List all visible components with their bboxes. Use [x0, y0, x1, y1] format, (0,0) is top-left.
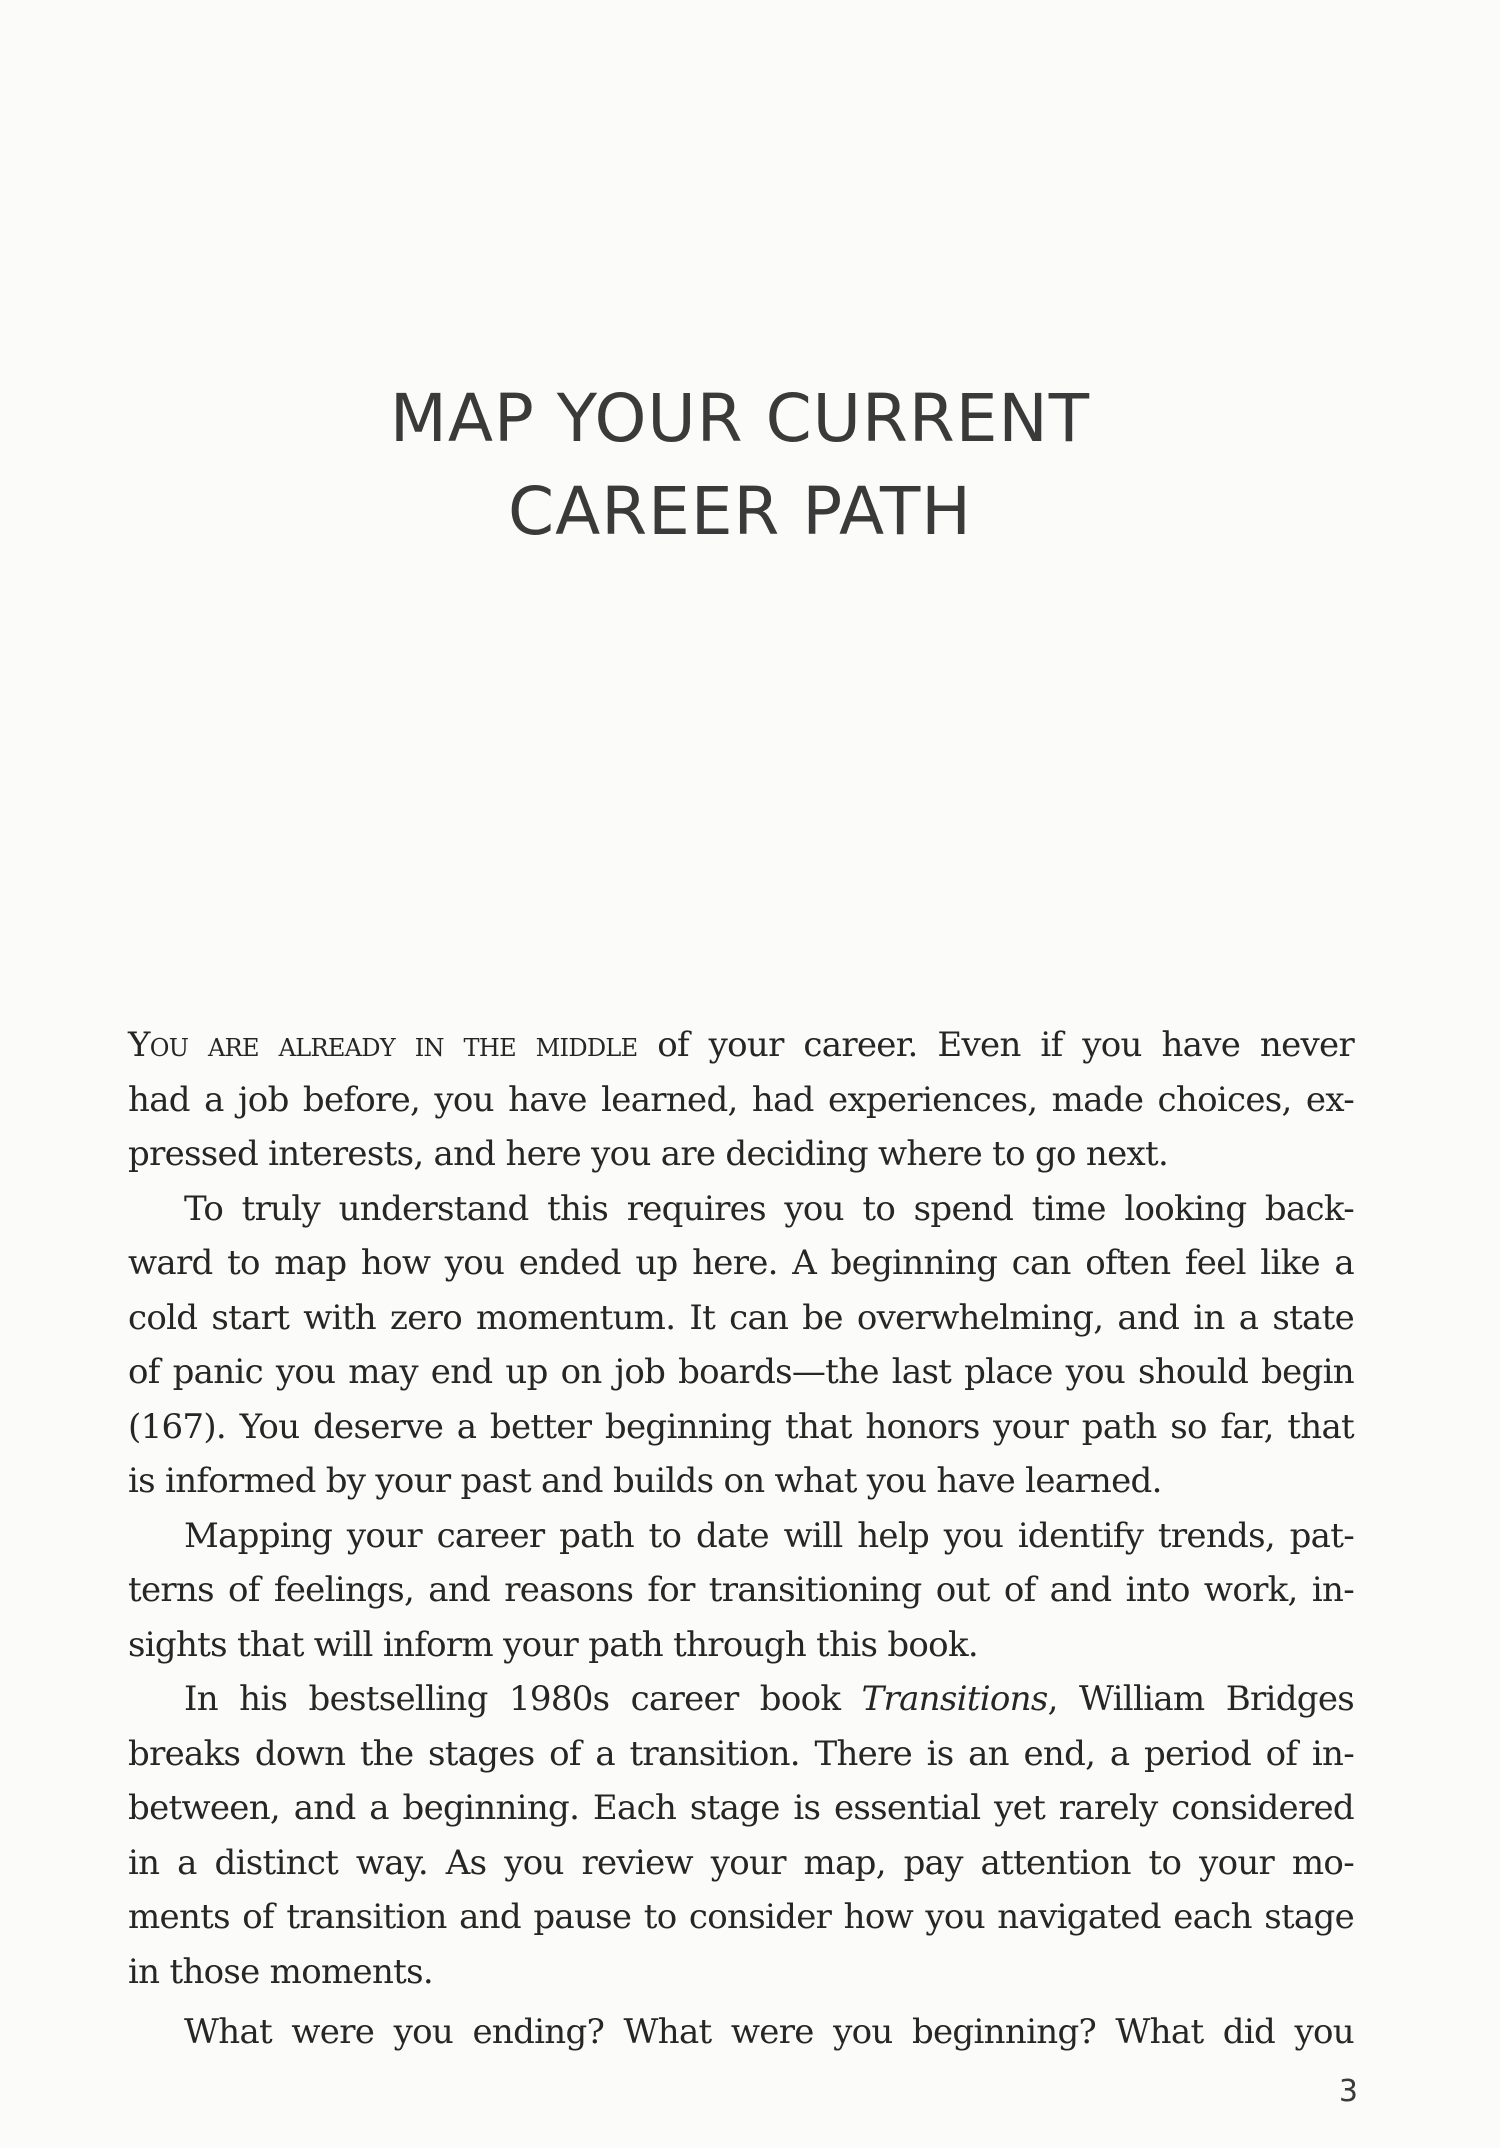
opening-small-caps: You are already in the middle: [128, 1025, 638, 1065]
text-line: of panic you may end up on job boards—the last place you should begin: [128, 1352, 1354, 1392]
text-line: sights that will inform your path through this book.: [128, 1624, 978, 1665]
book-title-italic: Transitions: [861, 1679, 1048, 1719]
text-line: You are already in the middle of your career. Even if you have never: [128, 1025, 1355, 1065]
text-line: What were you ending? What were you beginning? What did you: [184, 2012, 1354, 2052]
text-line: is informed by your past and builds on what you have learned.: [128, 1461, 1162, 1501]
body-text: [128, 1018, 1354, 2060]
text-line: pressed interests, and here you are deciding where to go next.: [128, 1134, 1169, 1174]
text-line: To truly understand this requires you to spend time looking back-: [184, 1188, 1354, 1229]
chapter-title-line-1: MAP YOUR CURRENT: [389, 380, 1091, 457]
chapter-title: [0, 372, 1480, 558]
text-line: breaks down the stages of a transition. There is an end, a period of in-: [128, 1733, 1354, 1774]
text-line: in those moments.: [128, 1951, 433, 1992]
text-line: in a distinct way. As you review your map, pay attention to your mo-: [128, 1842, 1354, 1883]
text-line: had a job before, you have learned, had experiences, made choices, ex-: [128, 1079, 1354, 1120]
page-number: 3: [1338, 2074, 1358, 2109]
text-line: (167). You deserve a better beginning that honors your path so far, that: [128, 1406, 1354, 1447]
text-line: terns of feelings, and reasons for transitioning out of and into work, in-: [128, 1570, 1354, 1610]
text-line: ments of transition and pause to consider how you navigated each stage: [128, 1897, 1354, 1937]
text-line: In his bestselling 1980s career book Transitions, William Bridges: [184, 1679, 1354, 1719]
text-line: cold start with zero momentum. It can be overwhelming, and in a state: [128, 1297, 1354, 1338]
text-line: Mapping your career path to date will help you identify trends, pat-: [184, 1515, 1354, 1556]
text-line: ward to map how you ended up here. A beginning can often feel like a: [128, 1243, 1354, 1283]
chapter-title-line-2: CAREER PATH: [508, 473, 972, 550]
text-line: between, and a beginning. Each stage is essential yet rarely considered: [128, 1788, 1354, 1828]
